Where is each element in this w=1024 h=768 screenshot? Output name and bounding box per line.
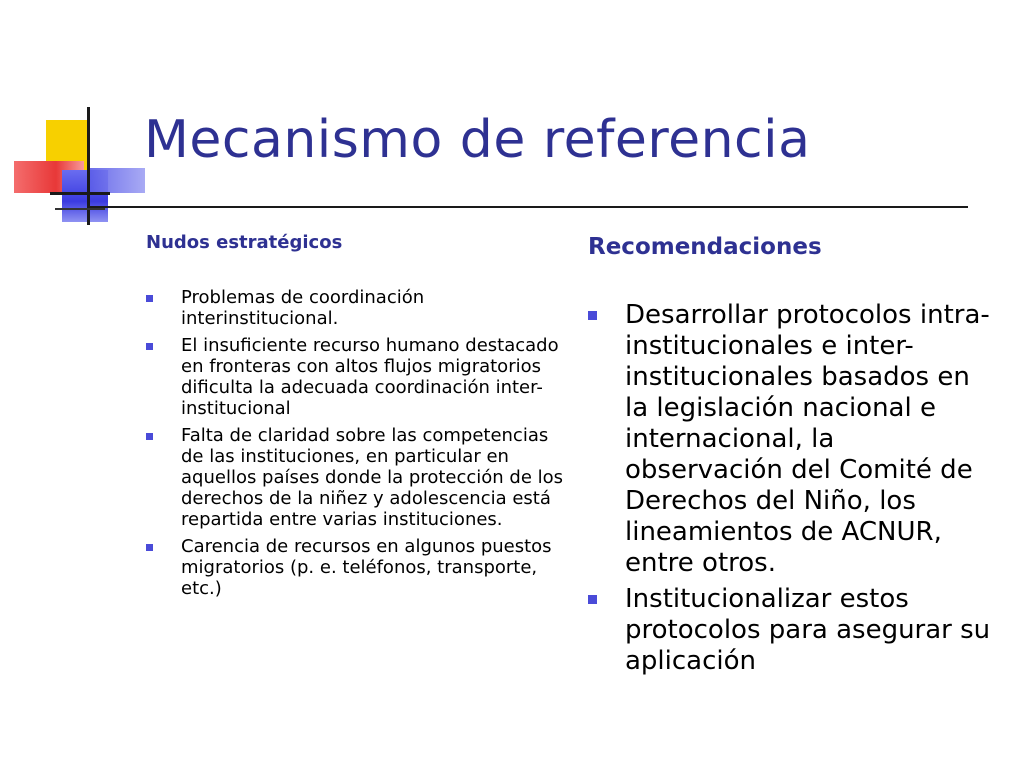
title-underline-rule	[88, 206, 968, 208]
slide-title: Mecanismo de referencia	[144, 110, 811, 170]
list-item	[146, 287, 566, 329]
list-item-text: Falta de claridad sobre las competencias de las instituciones, en particular en aquellos países donde la protección de los derechos de la niñez y adolescencia está repartida entre varias instituciones.	[181, 425, 564, 530]
list-item-text: Desarrollar protocolos intra-institucionales e inter-institucionales basados en la legislación nacional e internacional, la observación del Comité de Derechos del Niño, los lineamientos de ACNUR, entre otros.	[625, 300, 990, 578]
square-bullet-icon	[146, 343, 153, 350]
list-item-text: Carencia de recursos en algunos puestos migratorios (p. e. teléfonos, transporte, etc.)	[181, 536, 552, 599]
left-column	[146, 232, 566, 605]
list-item-text: El insuficiente recurso humano destacado en fronteras con altos flujos migratorios dificulta la adecuada coordinación inter-institucional	[181, 335, 559, 419]
square-bullet-icon	[588, 311, 597, 320]
left-column-heading: Nudos estratégicos	[146, 232, 343, 253]
square-bullet-icon	[146, 544, 153, 551]
list-item	[146, 425, 566, 530]
short-horizontal-rule	[50, 192, 110, 195]
blue-bar-decoration	[90, 168, 145, 193]
left-bullet-list	[146, 287, 566, 599]
list-item-text: Institucionalizar estos protocolos para asegurar su aplicación	[625, 584, 991, 676]
list-item	[146, 536, 566, 599]
square-bullet-icon	[588, 595, 597, 604]
list-item	[588, 584, 998, 677]
right-column-heading: Recomendaciones	[588, 234, 822, 260]
short-horizontal-rule-2	[55, 208, 105, 210]
square-bullet-icon	[146, 295, 153, 302]
right-bullet-list	[588, 300, 998, 677]
right-column	[588, 232, 998, 682]
list-item	[146, 335, 566, 419]
list-item-text: Problemas de coordinación interinstitucional.	[181, 287, 425, 329]
list-item	[588, 300, 998, 579]
square-bullet-icon	[146, 433, 153, 440]
